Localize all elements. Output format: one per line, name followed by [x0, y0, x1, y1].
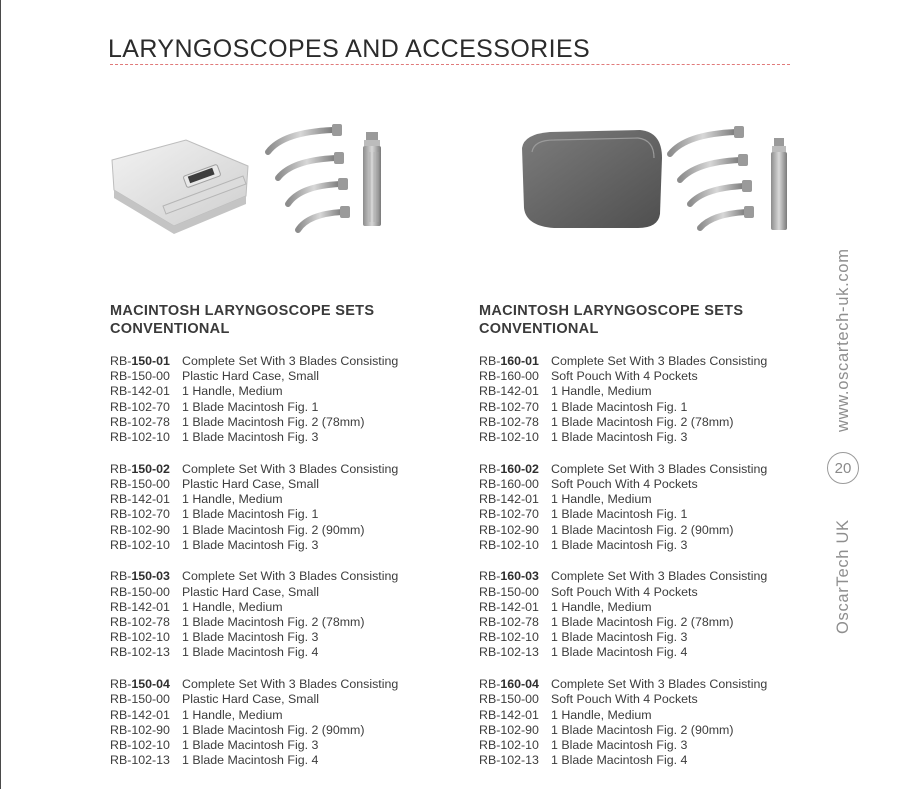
- set-header-row: [110, 569, 440, 584]
- set-list: [479, 354, 809, 768]
- item-code: RB-102-70: [110, 507, 170, 522]
- item-code: RB-102-70: [479, 507, 539, 522]
- set-code-prefix: RB-: [479, 677, 501, 692]
- item-code: RB-102-10: [110, 737, 170, 752]
- item-code: RB-102-10: [110, 430, 170, 445]
- set-code-number: 150-02: [131, 461, 170, 476]
- set-item-row: [110, 400, 440, 415]
- item-description: 1 Handle, Medium: [551, 384, 652, 399]
- set-item-row: [110, 723, 440, 738]
- item-description: 1 Blade Macintosh Fig. 3: [551, 430, 688, 445]
- page-title: LARYNGOSCOPES AND ACCESSORIES: [108, 34, 591, 63]
- item-code: RB-142-01: [110, 599, 170, 614]
- item-code: RB-102-90: [110, 522, 170, 537]
- item-description: Soft Pouch With 4 Pockets: [551, 584, 698, 599]
- set-code: [110, 677, 182, 692]
- set-item-row: [110, 523, 440, 538]
- handle-photo: [360, 132, 384, 227]
- item-code: RB-142-01: [479, 492, 539, 507]
- hard-case-laryngoscope-set-photo: [108, 118, 358, 238]
- brand-text: OscarTech UK: [834, 519, 852, 634]
- item-code: RB-142-01: [479, 599, 539, 614]
- set-code: [110, 569, 182, 584]
- set-item-row: [479, 538, 809, 553]
- set-header-row: [479, 462, 809, 477]
- product-set: [110, 677, 440, 768]
- set-item-row: [479, 523, 809, 538]
- item-description: 1 Handle, Medium: [182, 384, 283, 399]
- set-code-prefix: RB-: [479, 461, 501, 476]
- set-item-row: [479, 708, 809, 723]
- item-code: RB-102-10: [479, 630, 539, 645]
- item-description: 1 Blade Macintosh Fig. 2 (90mm): [182, 522, 365, 537]
- set-header-row: [479, 354, 809, 369]
- item-description: 1 Handle, Medium: [182, 599, 283, 614]
- item-code: RB-102-13: [110, 645, 170, 660]
- product-column-hard-case: [110, 302, 440, 785]
- product-set: [110, 354, 440, 445]
- set-title: Complete Set With 3 Blades Consisting: [551, 569, 768, 584]
- set-item-row: [479, 738, 809, 753]
- section-heading-line1: MACINTOSH LARYNGOSCOPE SETS: [110, 303, 375, 319]
- item-code: RB-142-01: [479, 384, 539, 399]
- set-code-number: 150-03: [131, 569, 170, 584]
- set-title: Complete Set With 3 Blades Consisting: [182, 354, 399, 368]
- set-item-row: [479, 369, 809, 384]
- set-item-row: [110, 477, 440, 492]
- set-item-row: [110, 538, 440, 553]
- set-code-number: 160-04: [500, 677, 539, 692]
- set-code-prefix: RB-: [110, 354, 132, 368]
- set-item-row: [479, 507, 809, 522]
- set-item-row: [479, 692, 809, 707]
- item-code: RB-102-13: [479, 753, 539, 768]
- item-description: 1 Blade Macintosh Fig. 1: [182, 399, 319, 414]
- item-description: 1 Blade Macintosh Fig. 4: [182, 753, 319, 768]
- item-description: 1 Blade Macintosh Fig. 2 (90mm): [182, 722, 365, 737]
- item-code: RB-102-10: [479, 737, 539, 752]
- section-heading: [110, 302, 440, 338]
- item-code: RB-102-10: [479, 537, 539, 552]
- item-description: Plastic Hard Case, Small: [182, 369, 320, 384]
- product-set: [479, 354, 809, 445]
- item-code: RB-102-90: [479, 722, 539, 737]
- set-list: [110, 354, 440, 768]
- set-title: Complete Set With 3 Blades Consisting: [551, 354, 768, 368]
- set-code: [110, 462, 182, 477]
- set-header-row: [110, 354, 440, 369]
- set-code: [110, 354, 182, 369]
- item-description: 1 Blade Macintosh Fig. 3: [182, 737, 319, 752]
- set-item-row: [110, 753, 440, 768]
- item-description: 1 Handle, Medium: [182, 492, 283, 507]
- set-code-number: 160-02: [500, 461, 539, 476]
- set-item-row: [110, 708, 440, 723]
- item-code: RB-160-00: [479, 369, 539, 384]
- item-description: 1 Blade Macintosh Fig. 3: [551, 630, 688, 645]
- set-code-prefix: RB-: [479, 354, 501, 368]
- item-code: RB-142-01: [110, 492, 170, 507]
- set-code-prefix: RB-: [110, 569, 132, 584]
- set-header-row: [110, 462, 440, 477]
- section-heading-line2: CONVENTIONAL: [479, 321, 599, 337]
- set-code-number: 160-03: [500, 569, 539, 584]
- item-description: 1 Blade Macintosh Fig. 3: [182, 537, 319, 552]
- set-item-row: [479, 384, 809, 399]
- item-code: RB-102-78: [479, 615, 539, 630]
- title-divider: [110, 64, 790, 65]
- set-title: Complete Set With 3 Blades Consisting: [182, 461, 399, 476]
- set-header-row: [479, 569, 809, 584]
- set-item-row: [479, 723, 809, 738]
- item-description: Soft Pouch With 4 Pockets: [551, 369, 698, 384]
- item-description: 1 Blade Macintosh Fig. 1: [551, 399, 688, 414]
- item-description: Soft Pouch With 4 Pockets: [551, 692, 698, 707]
- item-code: RB-150-00: [110, 584, 170, 599]
- item-code: RB-102-10: [110, 537, 170, 552]
- set-item-row: [110, 415, 440, 430]
- set-title: Complete Set With 3 Blades Consisting: [551, 461, 768, 476]
- set-title: Complete Set With 3 Blades Consisting: [182, 677, 399, 692]
- product-set: [110, 569, 440, 660]
- set-code-number: 150-01: [131, 354, 170, 368]
- set-item-row: [479, 492, 809, 507]
- set-code-number: 150-04: [131, 677, 170, 692]
- set-item-row: [479, 645, 809, 660]
- set-code: [479, 677, 551, 692]
- set-item-row: [110, 615, 440, 630]
- set-code-prefix: RB-: [110, 461, 132, 476]
- set-header-row: [110, 677, 440, 692]
- set-code-prefix: RB-: [110, 677, 132, 692]
- item-code: RB-150-00: [479, 692, 539, 707]
- item-description: 1 Blade Macintosh Fig. 4: [551, 753, 688, 768]
- set-item-row: [479, 415, 809, 430]
- set-item-row: [110, 369, 440, 384]
- set-item-row: [110, 507, 440, 522]
- item-description: 1 Blade Macintosh Fig. 2 (90mm): [551, 522, 734, 537]
- item-description: 1 Blade Macintosh Fig. 3: [182, 630, 319, 645]
- set-code-number: 160-01: [500, 354, 539, 368]
- product-set: [479, 677, 809, 768]
- item-code: RB-150-00: [110, 692, 170, 707]
- item-description: 1 Handle, Medium: [551, 492, 652, 507]
- set-item-row: [110, 384, 440, 399]
- item-description: 1 Handle, Medium: [182, 707, 283, 722]
- soft-pouch-laryngoscope-set-photo: [520, 118, 800, 238]
- website-text: www.oscartech-uk.com: [834, 248, 852, 432]
- item-description: Plastic Hard Case, Small: [182, 584, 320, 599]
- item-code: RB-102-10: [479, 430, 539, 445]
- set-code: [479, 354, 551, 369]
- set-item-row: [110, 492, 440, 507]
- set-item-row: [110, 645, 440, 660]
- set-item-row: [479, 753, 809, 768]
- set-title: Complete Set With 3 Blades Consisting: [182, 569, 399, 584]
- item-description: 1 Handle, Medium: [551, 707, 652, 722]
- product-set: [479, 462, 809, 553]
- item-description: Soft Pouch With 4 Pockets: [551, 476, 698, 491]
- item-code: RB-102-78: [110, 615, 170, 630]
- set-item-row: [110, 600, 440, 615]
- set-item-row: [479, 430, 809, 445]
- item-description: Plastic Hard Case, Small: [182, 476, 320, 491]
- set-item-row: [110, 738, 440, 753]
- set-title: Complete Set With 3 Blades Consisting: [551, 677, 768, 692]
- product-set: [479, 569, 809, 660]
- item-code: RB-142-01: [110, 707, 170, 722]
- set-item-row: [110, 630, 440, 645]
- item-code: RB-102-90: [110, 722, 170, 737]
- item-code: RB-102-70: [110, 399, 170, 414]
- set-code: [479, 569, 551, 584]
- item-description: Plastic Hard Case, Small: [182, 692, 320, 707]
- set-item-row: [479, 400, 809, 415]
- set-item-row: [479, 585, 809, 600]
- set-item-row: [479, 615, 809, 630]
- item-description: 1 Blade Macintosh Fig. 4: [182, 645, 319, 660]
- product-column-soft-pouch: [479, 302, 809, 785]
- item-description: 1 Blade Macintosh Fig. 3: [182, 430, 319, 445]
- set-item-row: [110, 585, 440, 600]
- item-description: 1 Handle, Medium: [551, 599, 652, 614]
- item-description: 1 Blade Macintosh Fig. 2 (78mm): [182, 414, 365, 429]
- item-description: 1 Blade Macintosh Fig. 1: [551, 507, 688, 522]
- item-description: 1 Blade Macintosh Fig. 2 (78mm): [551, 615, 734, 630]
- item-code: RB-102-90: [479, 522, 539, 537]
- item-code: RB-142-01: [110, 384, 170, 399]
- item-code: RB-102-10: [110, 630, 170, 645]
- section-heading: [479, 302, 809, 338]
- item-code: RB-102-78: [110, 414, 170, 429]
- page-number: 20: [827, 452, 859, 484]
- set-item-row: [479, 630, 809, 645]
- item-description: 1 Blade Macintosh Fig. 3: [551, 737, 688, 752]
- set-item-row: [110, 692, 440, 707]
- item-description: 1 Blade Macintosh Fig. 2 (90mm): [551, 722, 734, 737]
- section-heading-line2: CONVENTIONAL: [110, 321, 230, 337]
- set-item-row: [479, 600, 809, 615]
- section-heading-line1: MACINTOSH LARYNGOSCOPE SETS: [479, 303, 744, 319]
- set-item-row: [479, 477, 809, 492]
- item-code: RB-142-01: [479, 707, 539, 722]
- item-description: 1 Blade Macintosh Fig. 3: [551, 537, 688, 552]
- item-code: RB-102-13: [479, 645, 539, 660]
- item-description: 1 Blade Macintosh Fig. 4: [551, 645, 688, 660]
- item-code: RB-150-00: [110, 369, 170, 384]
- set-code: [479, 462, 551, 477]
- item-code: RB-102-13: [110, 753, 170, 768]
- item-code: RB-150-00: [110, 476, 170, 491]
- set-code-prefix: RB-: [479, 569, 501, 584]
- item-description: 1 Blade Macintosh Fig. 2 (78mm): [182, 615, 365, 630]
- product-set: [110, 462, 440, 553]
- item-code: RB-102-70: [479, 399, 539, 414]
- set-header-row: [479, 677, 809, 692]
- set-item-row: [110, 430, 440, 445]
- item-description: 1 Blade Macintosh Fig. 1: [182, 507, 319, 522]
- item-code: RB-150-00: [479, 584, 539, 599]
- item-description: 1 Blade Macintosh Fig. 2 (78mm): [551, 414, 734, 429]
- item-code: RB-160-00: [479, 476, 539, 491]
- item-code: RB-102-78: [479, 414, 539, 429]
